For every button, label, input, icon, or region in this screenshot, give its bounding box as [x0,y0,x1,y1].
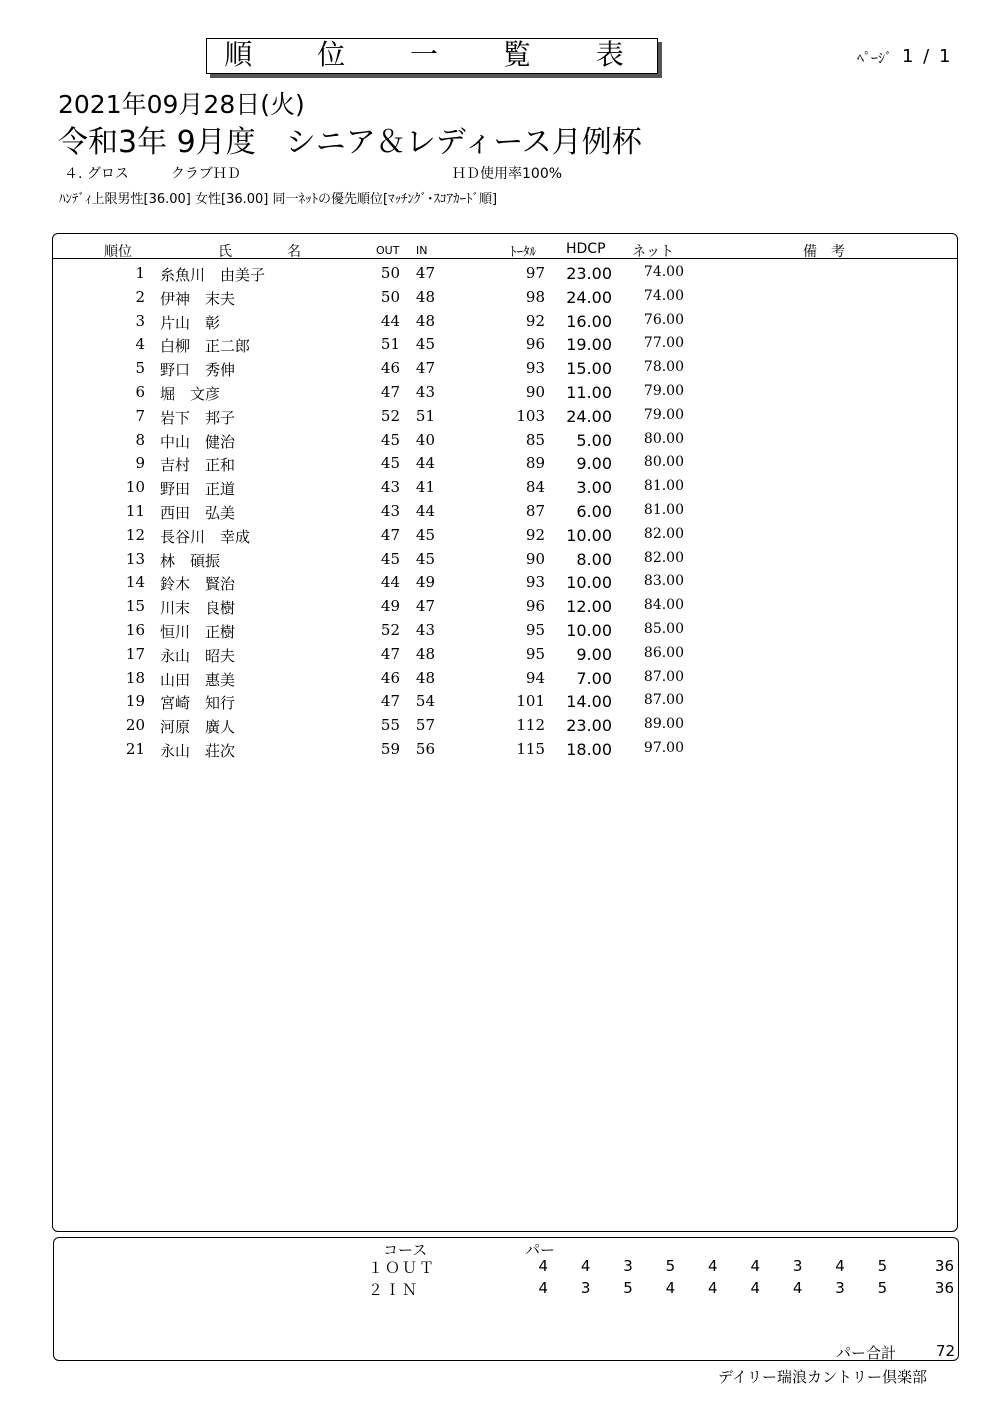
col-rank-header: 順位 [104,244,132,260]
row-in-score: 44 [415,502,435,520]
row-rank: 10 [125,478,145,497]
par-total: 72 [936,1342,956,1360]
row-total: 87 [525,502,545,520]
row-net: 84.00 [643,597,684,614]
row-name: 永山 荘次 [160,742,236,760]
row-out-score: 52 [380,621,400,639]
row-total: 112 [516,716,545,735]
table-row [0,454,1000,478]
row-name: 西田 弘美 [160,504,236,522]
table-row [0,597,1000,621]
row-net: 79.00 [643,406,684,423]
row-rank: 19 [125,692,145,711]
row-rank: 11 [125,502,145,520]
row-total: 92 [525,311,545,330]
row-hdcp: 23.00 [566,264,612,283]
hole-par: 4 [580,1257,591,1275]
hole-par: 5 [877,1279,888,1297]
row-name: 恒川 正樹 [160,623,236,641]
row-total: 92 [525,525,545,544]
row-hdcp: 15.00 [566,359,612,379]
row-hdcp: 24.00 [566,287,612,307]
row-net: 80.00 [643,430,684,447]
row-name: 中山 健治 [160,432,236,451]
row-net: 82.00 [643,549,684,566]
row-total: 95 [525,644,545,663]
row-out-score: 59 [380,740,400,758]
row-net: 74.00 [643,264,684,280]
row-net: 83.00 [643,573,684,590]
nine-total-par: 36 [934,1257,954,1275]
row-total: 89 [525,454,545,473]
row-rank: 12 [125,525,145,544]
col-remarks-header: 備 考 [803,244,845,260]
row-in-score: 57 [415,716,435,735]
row-net: 79.00 [643,383,684,399]
col-net-header: ネット [632,244,674,260]
row-rank: 8 [135,430,145,449]
row-in-score: 43 [415,621,435,639]
row-name: 糸魚川 由美子 [160,266,266,284]
row-hdcp: 19.00 [566,335,612,355]
row-net: 97.00 [643,740,684,756]
row-in-score: 51 [415,406,435,425]
hole-par: 4 [750,1257,760,1275]
row-hdcp: 8.00 [576,549,612,569]
row-in-score: 45 [415,335,435,354]
row-net: 76.00 [643,311,684,328]
nine-total-par: 36 [934,1279,954,1297]
row-out-score: 55 [380,716,400,735]
row-in-score: 47 [415,597,435,616]
col-out-header: OUT [376,244,400,257]
row-name: 宮崎 知行 [160,694,236,713]
row-out-score: 44 [380,573,400,592]
row-out-score: 47 [380,525,400,544]
event-title: 令和3年 9月度 シニア＆レディース月例杯 [58,125,642,160]
row-rank: 13 [125,549,145,568]
col-total-header: ﾄｰﾀﾙ [510,245,536,260]
table-row [0,550,1000,574]
row-in-score: 40 [415,430,435,449]
row-out-score: 45 [380,454,400,473]
row-in-score: 48 [415,644,435,663]
row-total: 84 [525,478,545,497]
row-total: 95 [525,621,545,639]
row-rank: 3 [135,311,145,330]
row-in-score: 48 [415,311,435,330]
row-net: 87.00 [643,668,684,685]
table-row [0,692,1000,716]
course-in-name: ２ＩＮ [368,1281,420,1299]
row-hdcp: 24.00 [566,406,612,426]
row-hdcp: 23.00 [566,716,612,736]
row-name: 野田 正道 [160,480,236,499]
row-in-score: 45 [415,549,435,568]
page-label: ﾍﾟｰｼﾞ [857,51,892,67]
hole-par: 3 [792,1257,803,1275]
table-row [0,716,1000,740]
row-name: 堀 文彦 [160,385,221,403]
row-hdcp: 14.00 [566,692,612,712]
row-name: 永山 昭夫 [160,646,236,665]
row-rank: 9 [135,454,145,473]
row-out-score: 43 [380,478,400,497]
table-row [0,264,1000,288]
row-out-score: 47 [380,383,400,401]
hole-par: 4 [708,1257,718,1275]
hole-par: 4 [750,1279,760,1297]
hole-par: 5 [665,1257,676,1275]
row-in-score: 56 [415,740,435,758]
row-hdcp: 16.00 [566,311,612,331]
rule-note: ﾊﾝﾃﾞｨ上限男性[36.00] 女性[36.00] 同一ﾈｯﾄの優先順位[ﾏｯﾁﾝｸﾞ･ｽｺｱｶｰﾄﾞ順] [59,192,498,207]
row-name: 林 碩振 [160,551,221,570]
table-row [0,621,1000,645]
row-total: 98 [525,287,545,306]
table-row [0,431,1000,455]
row-name: 片山 彰 [160,313,221,332]
page-number: 1 / 1 [902,46,953,67]
course-label: コース [383,1241,428,1259]
hole-par: 5 [623,1279,633,1297]
row-rank: 16 [125,621,145,639]
row-in-score: 43 [415,383,435,401]
row-rank: 18 [125,668,145,687]
row-total: 103 [516,406,545,425]
row-out-score: 50 [380,287,400,306]
row-rank: 15 [125,597,145,616]
table-row [0,502,1000,526]
row-out-score: 52 [380,406,400,425]
club-name: デイリー瑞浪カントリー倶楽部 [718,1368,927,1386]
row-total: 90 [525,383,545,401]
row-net: 89.00 [643,716,684,733]
row-total: 97 [525,264,545,282]
row-rank: 7 [135,406,145,425]
table-row [0,740,1000,764]
row-in-score: 41 [415,478,435,497]
row-name: 吉村 正和 [160,456,236,475]
table-row [0,312,1000,336]
row-net: 81.00 [643,478,684,495]
event-date: 2021年09月28日(火) [58,90,305,119]
row-total: 94 [525,668,545,687]
row-in-score: 47 [415,264,435,282]
row-net: 74.00 [643,287,684,304]
row-in-score: 48 [415,668,435,687]
row-net: 85.00 [643,621,684,637]
row-in-score: 45 [415,525,435,544]
hd-rate: ＨＤ使用率100% [452,166,563,182]
hole-par: 4 [665,1279,676,1297]
row-out-score: 50 [380,264,400,282]
row-name: 山田 惠美 [160,670,236,689]
row-hdcp: 10.00 [566,621,612,640]
row-out-score: 49 [380,597,400,616]
course-out-name: １ＯＵＴ [368,1259,437,1277]
row-total: 93 [525,573,545,592]
row-hdcp: 5.00 [576,430,612,450]
row-rank: 4 [135,335,145,354]
hole-par: 4 [538,1279,548,1297]
row-total: 96 [525,335,545,354]
row-out-score: 43 [380,502,400,520]
row-name: 河原 廣人 [160,718,236,737]
row-rank: 17 [125,644,145,663]
hole-par: 3 [835,1279,845,1297]
table-row [0,526,1000,550]
hole-par: 5 [877,1257,888,1275]
table-row [0,573,1000,597]
row-rank: 5 [135,359,145,378]
row-net: 80.00 [643,454,684,471]
table-row [0,478,1000,502]
row-hdcp: 3.00 [576,478,612,498]
row-hdcp: 9.00 [576,644,612,664]
row-total: 101 [516,692,545,711]
hole-par: 3 [580,1279,591,1297]
row-name: 川末 良樹 [160,599,236,618]
row-hdcp: 7.00 [576,668,612,688]
row-net: 81.00 [643,502,684,518]
table-row [0,383,1000,407]
row-rank: 20 [125,716,145,735]
hole-par: 3 [623,1257,633,1275]
course-table [53,1237,959,1361]
row-name: 長谷川 幸成 [160,527,251,546]
row-net: 87.00 [643,692,684,709]
row-total: 96 [525,597,545,616]
row-out-score: 51 [380,335,400,354]
row-in-score: 44 [415,454,435,473]
row-in-score: 54 [415,692,435,711]
row-rank: 21 [125,740,145,758]
row-name: 野口 秀伸 [160,361,236,380]
col-name-header-1: 氏 [218,244,232,260]
row-out-score: 47 [380,644,400,663]
row-out-score: 47 [380,692,400,711]
row-net: 86.00 [643,644,684,661]
row-out-score: 45 [380,549,400,568]
row-out-score: 44 [380,311,400,330]
row-rank: 6 [135,383,145,401]
table-row [0,288,1000,312]
row-hdcp: 9.00 [576,454,612,474]
row-name: 白柳 正二郎 [160,337,251,356]
row-hdcp: 12.00 [566,597,612,617]
row-total: 115 [516,740,545,758]
col-in-header: IN [416,244,428,257]
row-name: 伊神 末夫 [160,289,236,308]
row-in-score: 48 [415,287,435,306]
format-label: ４. グロス クラブＨＤ [64,166,241,182]
row-hdcp: 11.00 [566,383,612,402]
row-in-score: 49 [415,573,435,592]
table-row [0,407,1000,431]
row-net: 82.00 [643,525,684,542]
row-hdcp: 18.00 [566,740,612,759]
row-out-score: 45 [380,430,400,449]
table-row [0,669,1000,693]
hole-par: 4 [708,1279,718,1297]
row-rank: 14 [125,573,145,592]
row-name: 岩下 邦子 [160,408,236,427]
hole-par: 4 [538,1257,548,1275]
row-net: 77.00 [643,335,684,352]
row-hdcp: 10.00 [566,573,612,593]
table-row [0,645,1000,669]
row-in-score: 47 [415,359,435,378]
row-total: 85 [525,430,545,449]
par-label: パー [525,1241,556,1259]
row-hdcp: 6.00 [576,502,612,521]
table-row [0,335,1000,359]
col-name-header-2: 名 [287,244,301,260]
page-title: 順 位 一 覧 表 [224,38,652,71]
row-rank: 2 [135,287,145,306]
par-total-label: パー合計 [836,1344,897,1362]
row-out-score: 46 [380,668,400,687]
row-total: 90 [525,549,545,568]
col-hdcp-header: HDCP [566,241,606,257]
row-rank: 1 [135,264,145,282]
hole-par: 4 [792,1279,803,1297]
table-row [0,359,1000,383]
row-total: 93 [525,359,545,378]
row-out-score: 46 [380,359,400,378]
hole-par: 4 [835,1257,845,1275]
row-net: 78.00 [643,359,684,376]
row-hdcp: 10.00 [566,525,612,545]
row-name: 鈴木 賢治 [160,575,236,594]
